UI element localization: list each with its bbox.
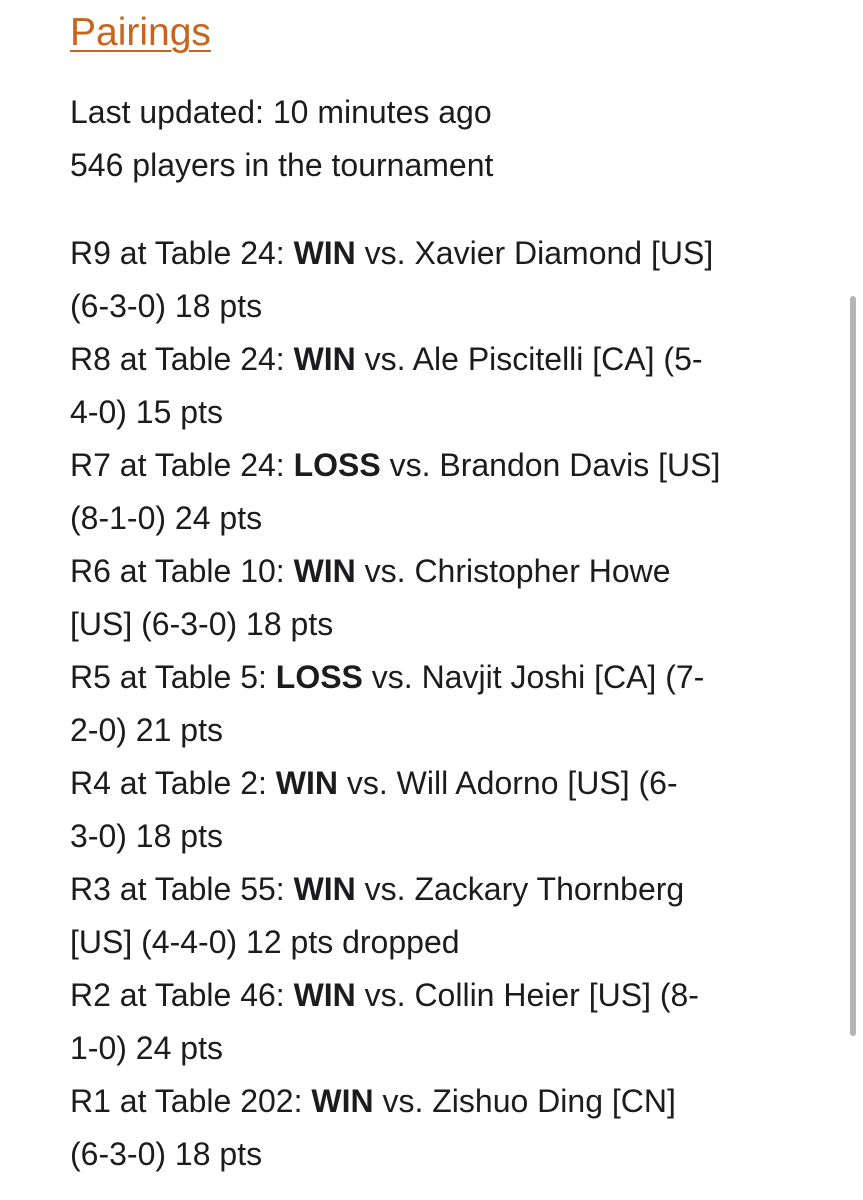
round-line-2: 3-0) 18 pts — [70, 818, 223, 854]
round-opponent: vs. Xavier Diamond [US] — [355, 235, 714, 271]
round-result: WIN — [311, 1083, 374, 1119]
round-line-1 — [70, 651, 800, 704]
round-opponent: vs. Navjit Joshi [CA] (7- — [362, 659, 705, 695]
round-result: WIN — [275, 765, 338, 801]
round-entry — [70, 757, 800, 863]
round-prefix: R4 at Table 2: — [70, 765, 276, 801]
round-result: WIN — [293, 341, 356, 377]
round-prefix: R2 at Table 46: — [70, 977, 294, 1013]
round-entry — [70, 969, 800, 1075]
round-prefix: R5 at Table 5: — [70, 659, 276, 695]
round-line-2: [US] (4-4-0) 12 pts dropped — [70, 924, 460, 960]
round-line-2: (8-1-0) 24 pts — [70, 500, 263, 536]
round-entry — [70, 439, 800, 545]
round-result: WIN — [293, 553, 356, 589]
round-opponent: vs. Will Adorno [US] (6- — [337, 765, 678, 801]
round-entry — [70, 227, 800, 333]
round-line-2: 4-0) 15 pts — [70, 394, 223, 430]
content-area — [70, 0, 800, 1181]
round-opponent: vs. Zackary Thornberg — [355, 871, 685, 907]
round-result: WIN — [293, 235, 356, 271]
vertical-scrollbar[interactable] — [850, 296, 856, 1036]
round-entry — [70, 651, 800, 757]
round-opponent: vs. Ale Piscitelli [CA] (5- — [355, 341, 703, 377]
round-line-1 — [70, 757, 800, 810]
round-line-2: (6-3-0) 18 pts — [70, 1136, 263, 1172]
round-opponent: vs. Collin Heier [US] (8- — [355, 977, 699, 1013]
round-prefix: R8 at Table 24: — [70, 341, 294, 377]
round-entry — [70, 1075, 800, 1181]
round-prefix: R1 at Table 202: — [70, 1083, 312, 1119]
rounds-list — [70, 227, 800, 1181]
round-line-1 — [70, 545, 800, 598]
tournament-meta — [70, 86, 800, 192]
round-entry — [70, 333, 800, 439]
round-prefix: R3 at Table 55: — [70, 871, 294, 907]
round-prefix: R6 at Table 10: — [70, 553, 294, 589]
round-entry — [70, 545, 800, 651]
round-opponent: vs. Christopher Howe — [355, 553, 671, 589]
round-entry — [70, 863, 800, 969]
round-line-1 — [70, 227, 800, 280]
round-line-2: 2-0) 21 pts — [70, 712, 223, 748]
round-line-2: (6-3-0) 18 pts — [70, 288, 263, 324]
round-line-2: [US] (6-3-0) 18 pts — [70, 606, 334, 642]
round-result: LOSS — [293, 447, 381, 483]
round-opponent: vs. Zishuo Ding [CN] — [373, 1083, 676, 1119]
round-opponent: vs. Brandon Davis [US] — [380, 447, 721, 483]
player-count-text: 546 players in the tournament — [70, 147, 494, 183]
last-updated-text: Last updated: 10 minutes ago — [70, 94, 492, 130]
round-line-2: 1-0) 24 pts — [70, 1030, 223, 1066]
round-result: WIN — [293, 871, 356, 907]
round-line-1 — [70, 863, 800, 916]
round-line-1 — [70, 333, 800, 386]
round-line-1 — [70, 1075, 800, 1128]
round-result: LOSS — [275, 659, 363, 695]
round-prefix: R9 at Table 24: — [70, 235, 294, 271]
round-prefix: R7 at Table 24: — [70, 447, 294, 483]
round-result: WIN — [293, 977, 356, 1013]
round-line-1 — [70, 439, 800, 492]
pairings-link[interactable]: Pairings — [70, 11, 211, 54]
round-line-1 — [70, 969, 800, 1022]
